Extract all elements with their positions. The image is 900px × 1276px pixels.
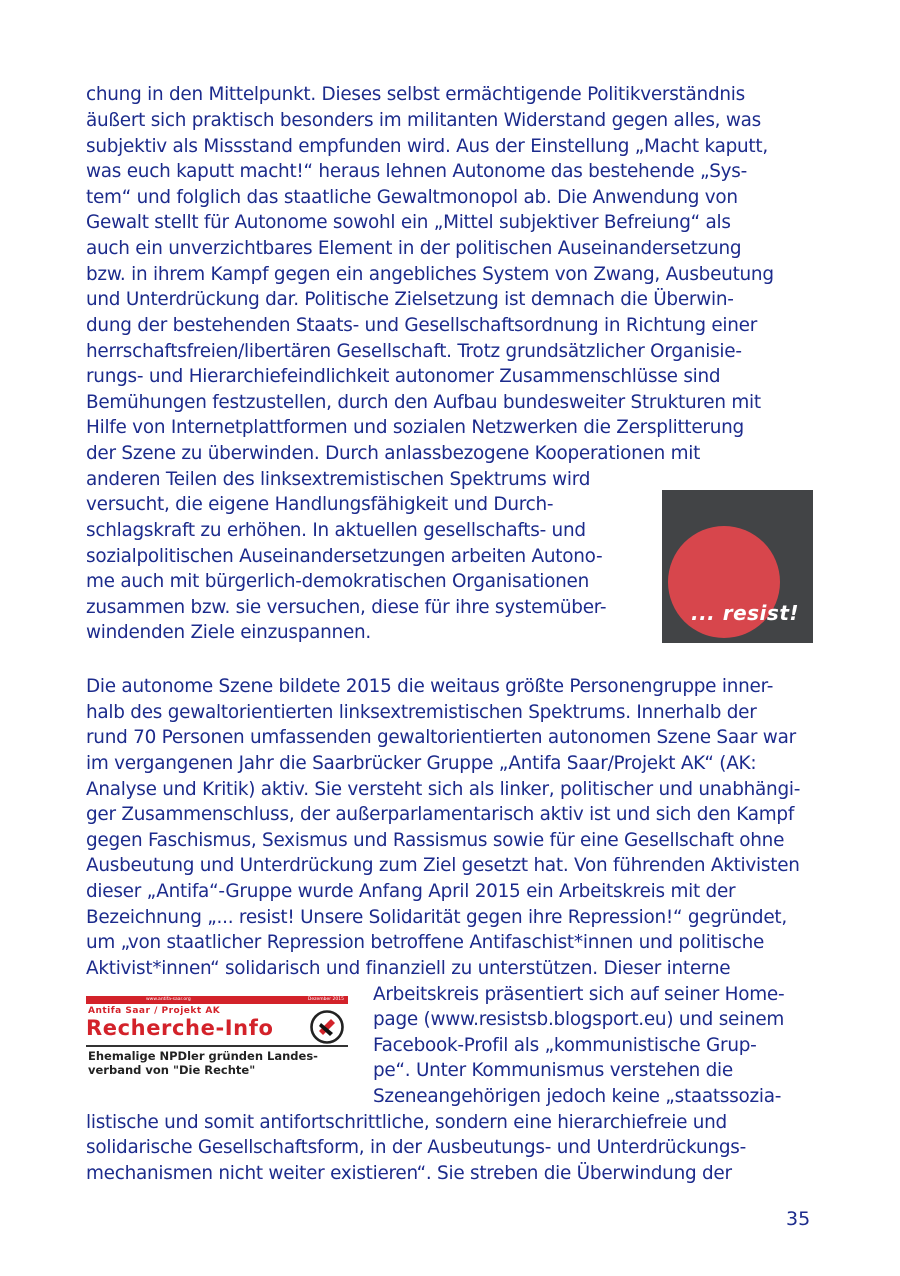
text-line: äußert sich praktisch besonders im militanten Widerstand gegen alles, was [86, 110, 762, 131]
text-line: Bemühungen festzustellen, durch den Aufbau bundesweiter Strukturen mit [86, 392, 761, 413]
text-line: Bezeichnung „... resist! Unsere Solidarität gegen ihre Repression!“ gegründet, [86, 907, 787, 928]
text-line: tem“ und folglich das staatliche Gewaltmonopol ab. Die Anwendung von [86, 187, 738, 208]
text-line: schlagskraft zu erhöhen. In aktuellen gesellschafts- und [86, 520, 586, 541]
text-line: mechanismen nicht weiter existieren“. Sie streben die Überwindung der [86, 1163, 732, 1184]
divider [86, 1045, 348, 1047]
text-line: zusammen bzw. sie versuchen, diese für ihre systemüber- [86, 597, 607, 618]
text-line: Die autonome Szene bildete 2015 die weitaus größte Personengruppe inner- [86, 676, 774, 697]
page-number: 35 [786, 1208, 811, 1230]
recherche-subtitle: Antifa Saar / Projekt AK [88, 1006, 221, 1016]
text-line: was euch kaputt macht!“ heraus lehnen Autonome das bestehende „Sys- [86, 161, 748, 182]
text-line: und Unterdrückung dar. Politische Zielsetzung ist demnach die Überwin- [86, 289, 734, 310]
text-line: bzw. in ihrem Kampf gegen ein angebliches System von Zwang, Ausbeutung [86, 264, 774, 285]
text-line: dung der bestehenden Staats- und Gesellschaftsordnung in Richtung einer [86, 315, 758, 336]
text-line: Facebook-Profil als „kommunistische Grup- [373, 1035, 757, 1056]
text-line: Aktivist*innen“ solidarisch und finanziell zu unterstützen. Dieser interne [86, 958, 731, 979]
antifa-flag-icon [310, 1010, 344, 1044]
recherche-title: Recherche-Info [86, 1016, 274, 1040]
text-line: Szeneangehörigen jedoch keine „staatssozia- [373, 1086, 782, 1107]
text-line: ger Zusammenschluss, der außerparlamentarisch aktiv ist und sich den Kampf [86, 804, 795, 825]
text-line: Ausbeutung und Unterdrückung zum Ziel gesetzt hat. Von führenden Aktivisten [86, 855, 800, 876]
text-line: dieser „Antifa“-Gruppe wurde Anfang April 2015 ein Arbeitskreis mit der [86, 881, 736, 902]
text-line: windenden Ziele einzuspannen. [86, 622, 372, 643]
text-line: subjektiv als Missstand empfunden wird. Aus der Einstellung „Macht kaputt, [86, 136, 768, 157]
text-line: solidarische Gesellschaftsform, in der Ausbeutungs- und Unterdrückungs- [86, 1137, 746, 1158]
text-line: herrschaftsfreien/libertären Gesellschaft. Trotz grundsätzlicher Organisie- [86, 341, 742, 362]
text-line: rund 70 Personen umfassenden gewaltorientierten autonomen Szene Saar war [86, 727, 796, 748]
text-line: um „von staatlicher Repression betroffene Antifaschist*innen und politische [86, 932, 765, 953]
text-line: versucht, die eigene Handlungsfähigkeit und Durch- [86, 494, 554, 515]
text-line: listische und somit antifortschrittliche, sondern eine hierarchiefreie und [86, 1112, 727, 1133]
text-line: der Szene zu überwinden. Durch anlassbezogene Kooperationen mit [86, 443, 701, 464]
text-line: Analyse und Kritik) aktiv. Sie versteht sich als linker, politischer und unabhängi- [86, 779, 801, 800]
text-line: pe“. Unter Kommunismus verstehen die [373, 1060, 733, 1081]
text-line: Hilfe von Internetplattformen und sozialen Netzwerken die Zersplitterung [86, 417, 744, 438]
text-line: halb des gewaltorientierten linksextremistischen Spektrums. Innerhalb der [86, 702, 757, 723]
red-header-bar [86, 996, 348, 1004]
resist-image [662, 490, 813, 643]
text-line: gegen Faschismus, Sexismus und Rassismus sowie für eine Gesellschaft ohne [86, 830, 785, 851]
text-line: Gewalt stellt für Autonome sowohl ein „Mittel subjektiver Befreiung“ als [86, 212, 731, 233]
text-line: anderen Teilen des linksextremistischen Spektrums wird [86, 469, 591, 490]
recherche-info-image [86, 996, 350, 1078]
header-url: www.antifa-saar.org [146, 997, 191, 1002]
text-line: Arbeitskreis präsentiert sich auf seiner Home- [373, 984, 785, 1005]
text-line: rungs- und Hierarchiefeindlichkeit autonomer Zusammenschlüsse sind [86, 366, 721, 387]
recherche-headline: Ehemalige NPDler gründen Landes- verband von "Die Rechte" [88, 1049, 318, 1077]
text-line: chung in den Mittelpunkt. Dieses selbst ermächtigende Politikverständnis [86, 84, 745, 105]
text-line: page (www.resistsb.blogsport.eu) und seinem [373, 1009, 785, 1030]
text-line: sozialpolitischen Auseinandersetzungen arbeiten Autono- [86, 546, 603, 567]
text-line: im vergangenen Jahr die Saarbrücker Gruppe „Antifa Saar/Projekt AK“ (AK: [86, 753, 757, 774]
resist-image-text: ... resist! [690, 601, 799, 625]
header-date: Dezember 2015 [307, 997, 344, 1002]
text-line: auch ein unverzichtbares Element in der politischen Auseinandersetzung [86, 238, 742, 259]
text-line: me auch mit bürgerlich-demokratischen Organisationen [86, 571, 590, 592]
